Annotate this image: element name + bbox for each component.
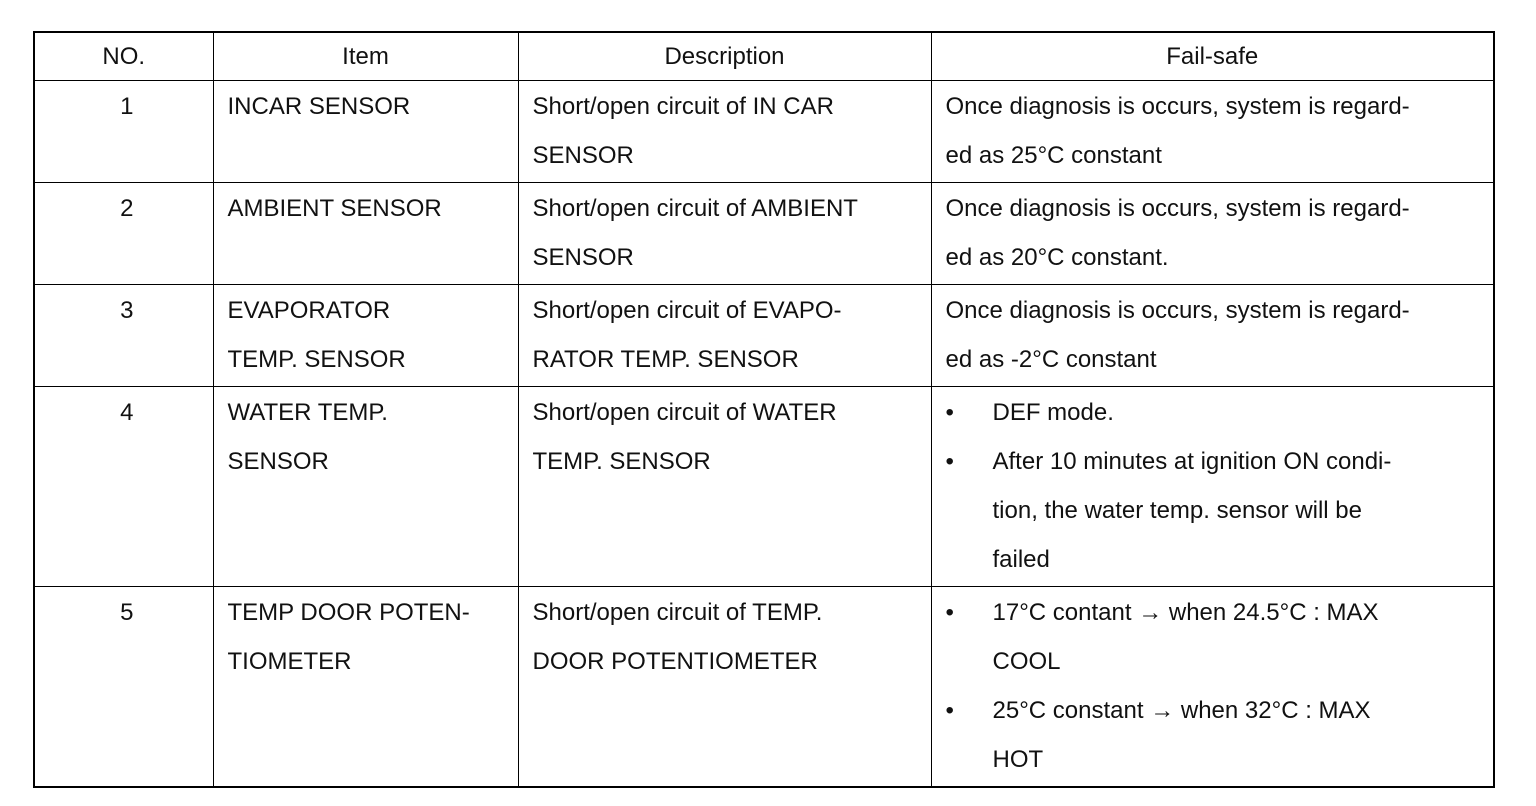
- row-failsafe-text: Once diagnosis is occurs, system is regard- ed as 20°C constant.: [945, 195, 1410, 271]
- table-row: [34, 587, 1494, 788]
- row-failsafe: [931, 387, 1494, 587]
- row-number-text: 4: [120, 399, 134, 426]
- row-description-text: Short/open circuit of IN CAR SENSOR: [532, 93, 834, 169]
- bullet-icon: •: [945, 448, 954, 475]
- row-description: [518, 183, 931, 285]
- failsafe-table: [33, 31, 1495, 788]
- row-failsafe: [931, 81, 1494, 183]
- failsafe-bullet-text: 17°C contant → when 24.5°C : MAX COOL: [992, 599, 1379, 675]
- row-description-text: Short/open circuit of AMBIENT SENSOR: [532, 195, 858, 271]
- row-item-text: INCAR SENSOR: [227, 93, 411, 120]
- row-number-text: 1: [120, 93, 134, 120]
- row-number: [34, 587, 213, 788]
- row-number-text: 5: [120, 599, 134, 626]
- row-failsafe: [931, 285, 1494, 387]
- bullet-icon: •: [945, 399, 954, 426]
- table-row: [34, 183, 1494, 285]
- row-item: [213, 587, 518, 788]
- failsafe-bullet-item: [946, 588, 1486, 686]
- row-failsafe-text: Once diagnosis is occurs, system is regard- ed as -2°C constant: [945, 297, 1410, 373]
- bullet-icon: •: [945, 697, 954, 724]
- header-failsafe: Fail-safe: [931, 32, 1494, 81]
- row-failsafe: [931, 183, 1494, 285]
- row-failsafe-text: Once diagnosis is occurs, system is regard- ed as 25°C constant: [945, 93, 1410, 169]
- row-item: [213, 81, 518, 183]
- row-description-text: Short/open circuit of WATER TEMP. SENSOR: [532, 399, 837, 475]
- row-number: [34, 387, 213, 587]
- table-row: [34, 285, 1494, 387]
- failsafe-bullet-text: DEF mode.: [992, 399, 1114, 426]
- row-item: [213, 183, 518, 285]
- row-failsafe: [931, 587, 1494, 788]
- failsafe-bullet-list: [946, 388, 1486, 584]
- row-description: [518, 387, 931, 587]
- table-body: [34, 81, 1494, 788]
- failsafe-bullet-text: After 10 minutes at ignition ON condi- tion, the water temp. sensor will be failed: [992, 448, 1392, 573]
- failsafe-bullet-item: [946, 437, 1486, 584]
- bullet-icon: •: [945, 599, 954, 626]
- row-number: [34, 183, 213, 285]
- table-row: [34, 387, 1494, 587]
- failsafe-bullet-item: [946, 686, 1486, 784]
- header-no: NO.: [34, 32, 213, 81]
- row-item-text: EVAPORATOR TEMP. SENSOR: [227, 297, 406, 373]
- row-item-text: TEMP DOOR POTEN- TIOMETER: [227, 599, 470, 675]
- row-description-text: Short/open circuit of TEMP. DOOR POTENTIOMETER: [532, 599, 823, 675]
- row-number-text: 2: [120, 195, 134, 222]
- row-item-text: WATER TEMP. SENSOR: [227, 399, 388, 475]
- row-item: [213, 285, 518, 387]
- row-description: [518, 81, 931, 183]
- header-item: Item: [213, 32, 518, 81]
- failsafe-bullet-text: 25°C constant → when 32°C : MAX HOT: [992, 697, 1371, 773]
- row-number: [34, 81, 213, 183]
- failsafe-bullet-item: [946, 388, 1486, 437]
- row-number-text: 3: [120, 297, 134, 324]
- failsafe-bullet-list: [946, 588, 1486, 784]
- table-header: [34, 32, 1494, 81]
- row-description: [518, 285, 931, 387]
- table-row: [34, 81, 1494, 183]
- row-description-text: Short/open circuit of EVAPO- RATOR TEMP. SENSOR: [532, 297, 842, 373]
- header-row: [34, 32, 1494, 81]
- header-description: Description: [518, 32, 931, 81]
- row-item: [213, 387, 518, 587]
- row-number: [34, 285, 213, 387]
- row-item-text: AMBIENT SENSOR: [227, 195, 442, 222]
- row-description: [518, 587, 931, 788]
